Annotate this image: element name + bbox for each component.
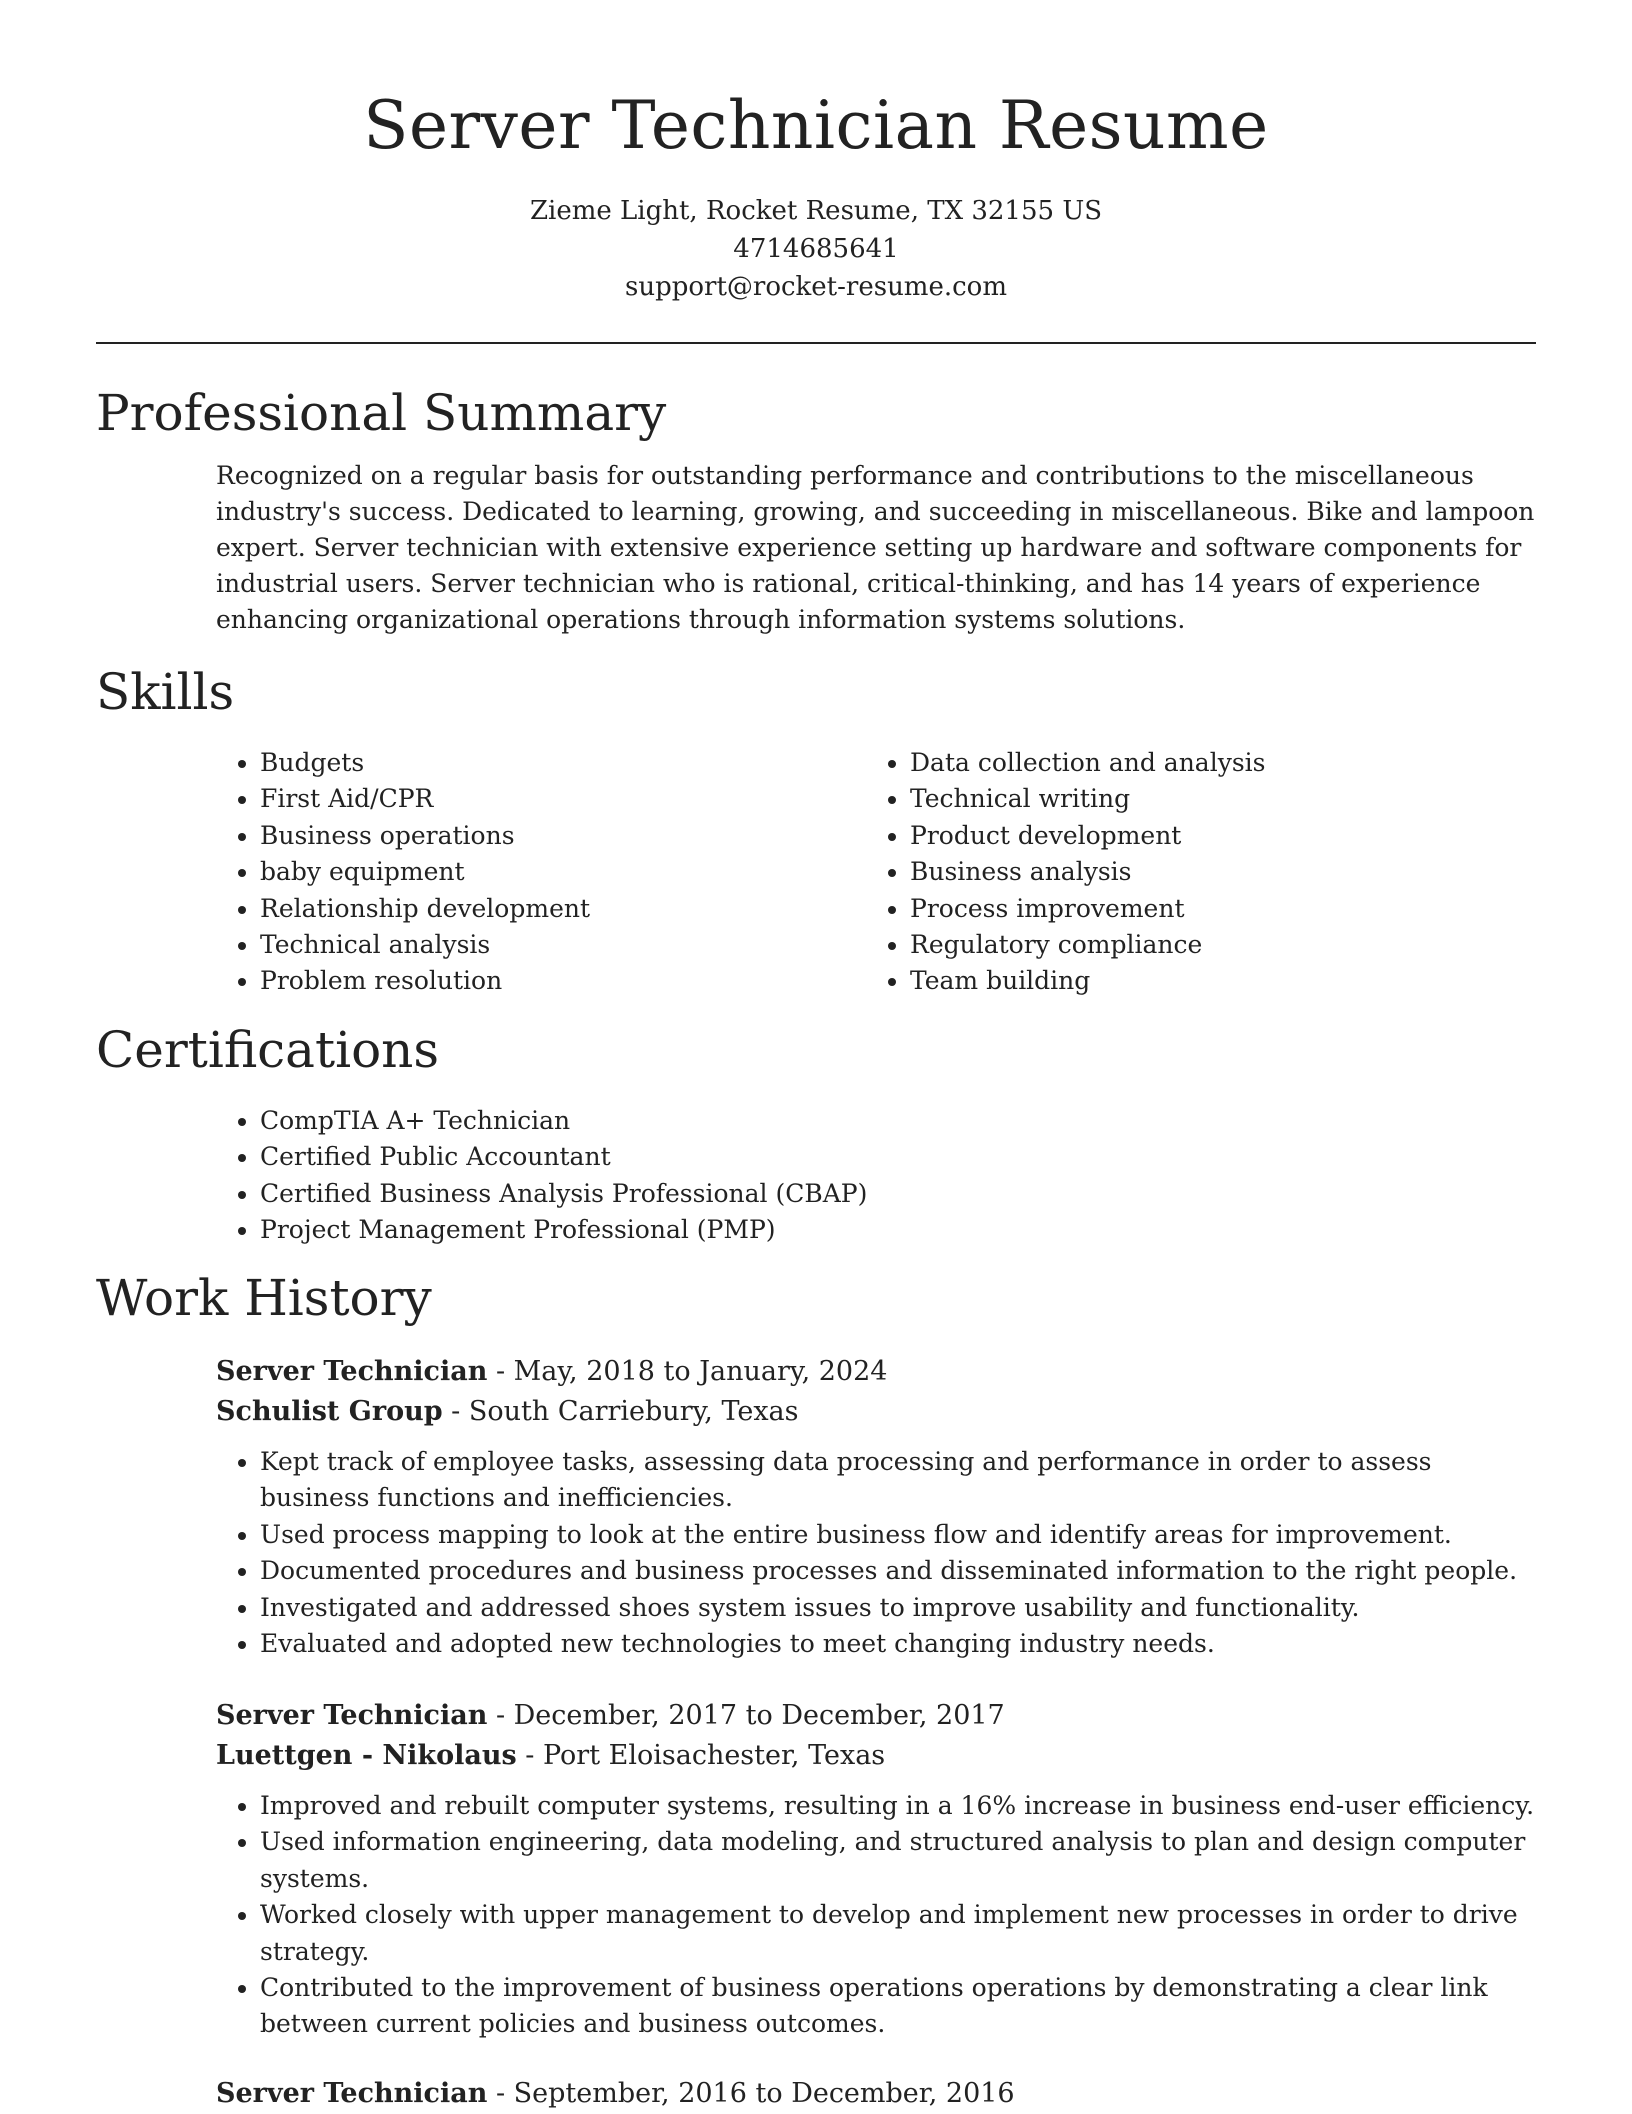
job-title-line [216, 2074, 1541, 2114]
job-bullet: • Kept track of employee tasks, assessing data processing and performance in order to assess business functions and inefficiencies. [260, 1444, 1541, 1517]
job-company-line [216, 1736, 1541, 1776]
skill-item: • Product development [910, 818, 1516, 854]
job-company-line [216, 1392, 1541, 1432]
contact-email: support@rocket-resume.com [624, 272, 1007, 302]
job-entry [216, 1696, 1541, 2043]
page-title: Server Technician Resume [363, 87, 1269, 164]
certification-item: • Certified Public Accountant [260, 1139, 1541, 1175]
contact-phone: 4714685641 [733, 234, 899, 264]
skill-item: • Relationship development [260, 891, 866, 927]
job-title-line [216, 1696, 1541, 1736]
job-dates: - December, 2017 to December, 2017 [487, 1700, 1005, 1731]
certification-item: • Certified Business Analysis Professional (CBAP) [260, 1176, 1541, 1212]
skill-item: • Process improvement [910, 891, 1516, 927]
job-bullet: • Investigated and addressed shoes system issues to improve usability and functionality. [260, 1590, 1541, 1626]
skill-item: • Technical analysis [260, 927, 866, 963]
summary-heading: Professional Summary [96, 384, 667, 442]
job-title: Server Technician [216, 2078, 488, 2109]
job-bullet: • Worked closely with upper management to develop and implement new processes in order to drive strategy. [260, 1897, 1541, 1970]
skill-item: • First Aid/CPR [260, 781, 866, 817]
job-title: Server Technician [216, 1356, 488, 1387]
job-bullet: • Contributed to the improvement of business operations operations by demonstrating a clear link between current policies and business outcomes. [260, 1970, 1541, 2043]
skills-column-right [866, 745, 1516, 1000]
skills-list [216, 745, 1541, 1000]
skill-item: • Problem resolution [260, 963, 866, 999]
job-entry [216, 1352, 1541, 1662]
job-location: - South Carriebury, Texas [442, 1396, 799, 1427]
job-bullet: • Evaluated and adopted new technologies to meet changing industry needs. [260, 1626, 1541, 1662]
job-bullets [216, 1788, 1541, 2043]
job-bullet: • Improved and rebuilt computer systems, resulting in a 16% increase in business end-user efficiency. [260, 1788, 1541, 1824]
job-bullet: • Used information engineering, data modeling, and structured analysis to plan and design computer systems. [260, 1824, 1541, 1897]
job-company: Luettgen - Nikolaus [216, 1740, 517, 1771]
job-company: Schulist Group [216, 1396, 443, 1427]
skill-item: • Business operations [260, 818, 866, 854]
certifications-list [216, 1103, 1541, 1249]
resume-header [0, 0, 1632, 306]
skill-item: • Budgets [260, 745, 866, 781]
job-bullets [216, 1444, 1541, 1662]
contact-address: Zieme Light, Rocket Resume, TX 32155 US [529, 196, 1103, 226]
job-dates: - May, 2018 to January, 2024 [487, 1356, 888, 1387]
skill-item: • Data collection and analysis [910, 745, 1516, 781]
skill-item: • Business analysis [910, 854, 1516, 890]
job-location: - Port Eloisachester, Texas [516, 1740, 886, 1771]
work-history-heading: Work History [96, 1269, 432, 1327]
skill-item: • Team building [910, 963, 1516, 999]
skills-column-left [216, 745, 866, 1000]
certifications-heading: Certifications [96, 1021, 440, 1079]
contact-info [0, 192, 1632, 306]
skills-heading: Skills [96, 663, 235, 721]
skill-item: • Regulatory compliance [910, 927, 1516, 963]
summary-text: Recognized on a regular basis for outstanding performance and contributions to the miscellaneous industry's success. Dedicated to learning, growing, and succeeding in miscellaneous. Bike and lampoon expert. Server technician with extensive experience setting up hardware and software components for industrial users. Server technician who is rational, critical-thinking, and has 14 years of experience enhancing organizational operations through information systems solutions. [216, 461, 1535, 634]
job-title: Server Technician [216, 1700, 488, 1731]
certification-item: • CompTIA A+ Technician [260, 1103, 1541, 1139]
skill-item: • Technical writing [910, 781, 1516, 817]
job-dates: - September, 2016 to December, 2016 [487, 2078, 1015, 2109]
job-bullet: • Documented procedures and business processes and disseminated information to the right people. [260, 1553, 1541, 1589]
skill-item: • baby equipment [260, 854, 866, 890]
job-title-line [216, 1352, 1541, 1392]
certification-item: • Project Management Professional (PMP) [260, 1212, 1541, 1248]
job-entry [216, 2074, 1541, 2114]
job-bullet: • Used process mapping to look at the entire business flow and identify areas for improvement. [260, 1517, 1541, 1553]
header-divider [96, 342, 1536, 344]
